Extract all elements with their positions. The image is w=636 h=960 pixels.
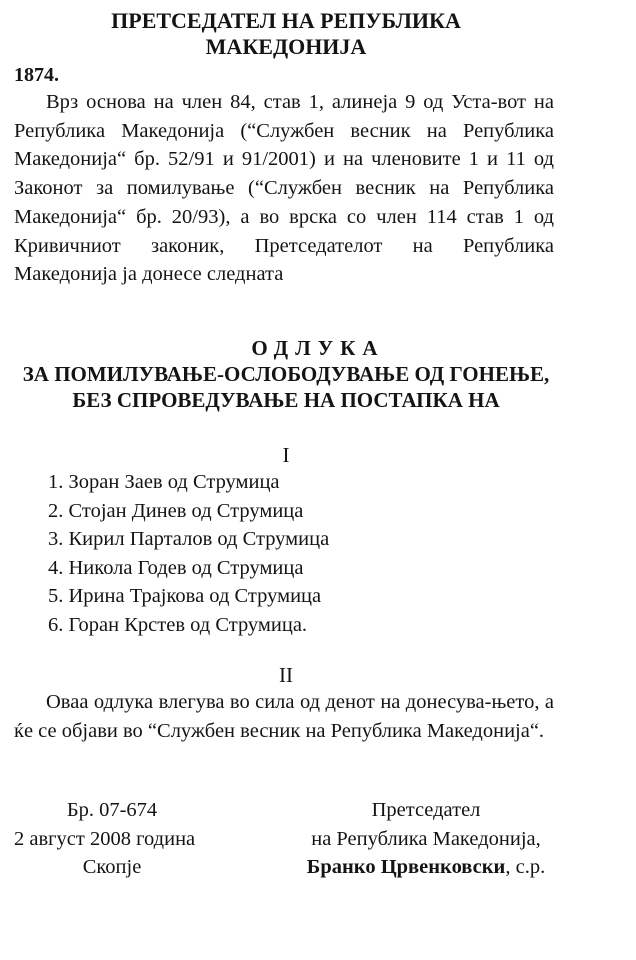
list-item: 2. Стојан Динев од Струмица (48, 499, 304, 522)
signatory-suffix: , с.р. (505, 856, 546, 878)
list-item: 6. Горан Крстев од Струмица. (48, 613, 308, 636)
issuer-heading-line1: ПРЕТСЕДАТЕЛ НА РЕПУБЛИКА (111, 8, 461, 33)
decision-subtitle-line2: БЕЗ СПРОВЕДУВАЊЕ НА ПОСТАПКА НА (72, 388, 500, 412)
signatory-line (278, 853, 574, 882)
act-number: 1874. (14, 64, 59, 86)
list-item: 3. Кирил Парталов од Струмица (48, 528, 330, 551)
signatory-office: на Република Македонија, (311, 828, 541, 850)
preamble-paragraph: Врз основа на член 84, став 1, алинеја 9 од Уста-вот на Република Македонија (“Службен весник на Република Македонија“ бр. 52/91 и 91/2001) и на членовите 1 и 11 од Законот за помилување (“Службен весник на Република Македонија“ бр. 20/93), а во врска со член 114 став 1 од Кривичниот законик, Претседателот на Република Македонија ја донесе следната (14, 91, 554, 286)
pardoned-persons-list (48, 468, 329, 640)
closing-paragraph: Оваа одлука влегува во сила од денот на донесува-њето, а ќе се објави во “Службен весник на Република Македонија“. (14, 691, 554, 742)
issuer-heading-line2: МАКЕДОНИЈА (205, 34, 367, 59)
issue-city: Скопје (82, 856, 142, 878)
list-item: 5. Ирина Трајкова од Струмица (48, 585, 322, 608)
signatory-name: Бранко Црвенковски (306, 856, 506, 878)
section-heading-2: II (279, 663, 293, 687)
list-item: 1. Зоран Заев од Струмица (48, 471, 280, 493)
decision-title: ОДЛУКА (251, 336, 385, 360)
section-heading-1: I (282, 443, 290, 467)
signatory-title: Претседател (371, 799, 481, 821)
decision-subtitle-line1: ЗА ПОМИЛУВАЊЕ-ОСЛОБОДУВАЊЕ ОД ГОНЕЊЕ, (22, 362, 550, 386)
reference-number: Бр. 07-674 (66, 799, 158, 821)
issue-date: 2 август 2008 година (14, 828, 196, 850)
list-item: 4. Никола Годев од Струмица (48, 556, 304, 579)
